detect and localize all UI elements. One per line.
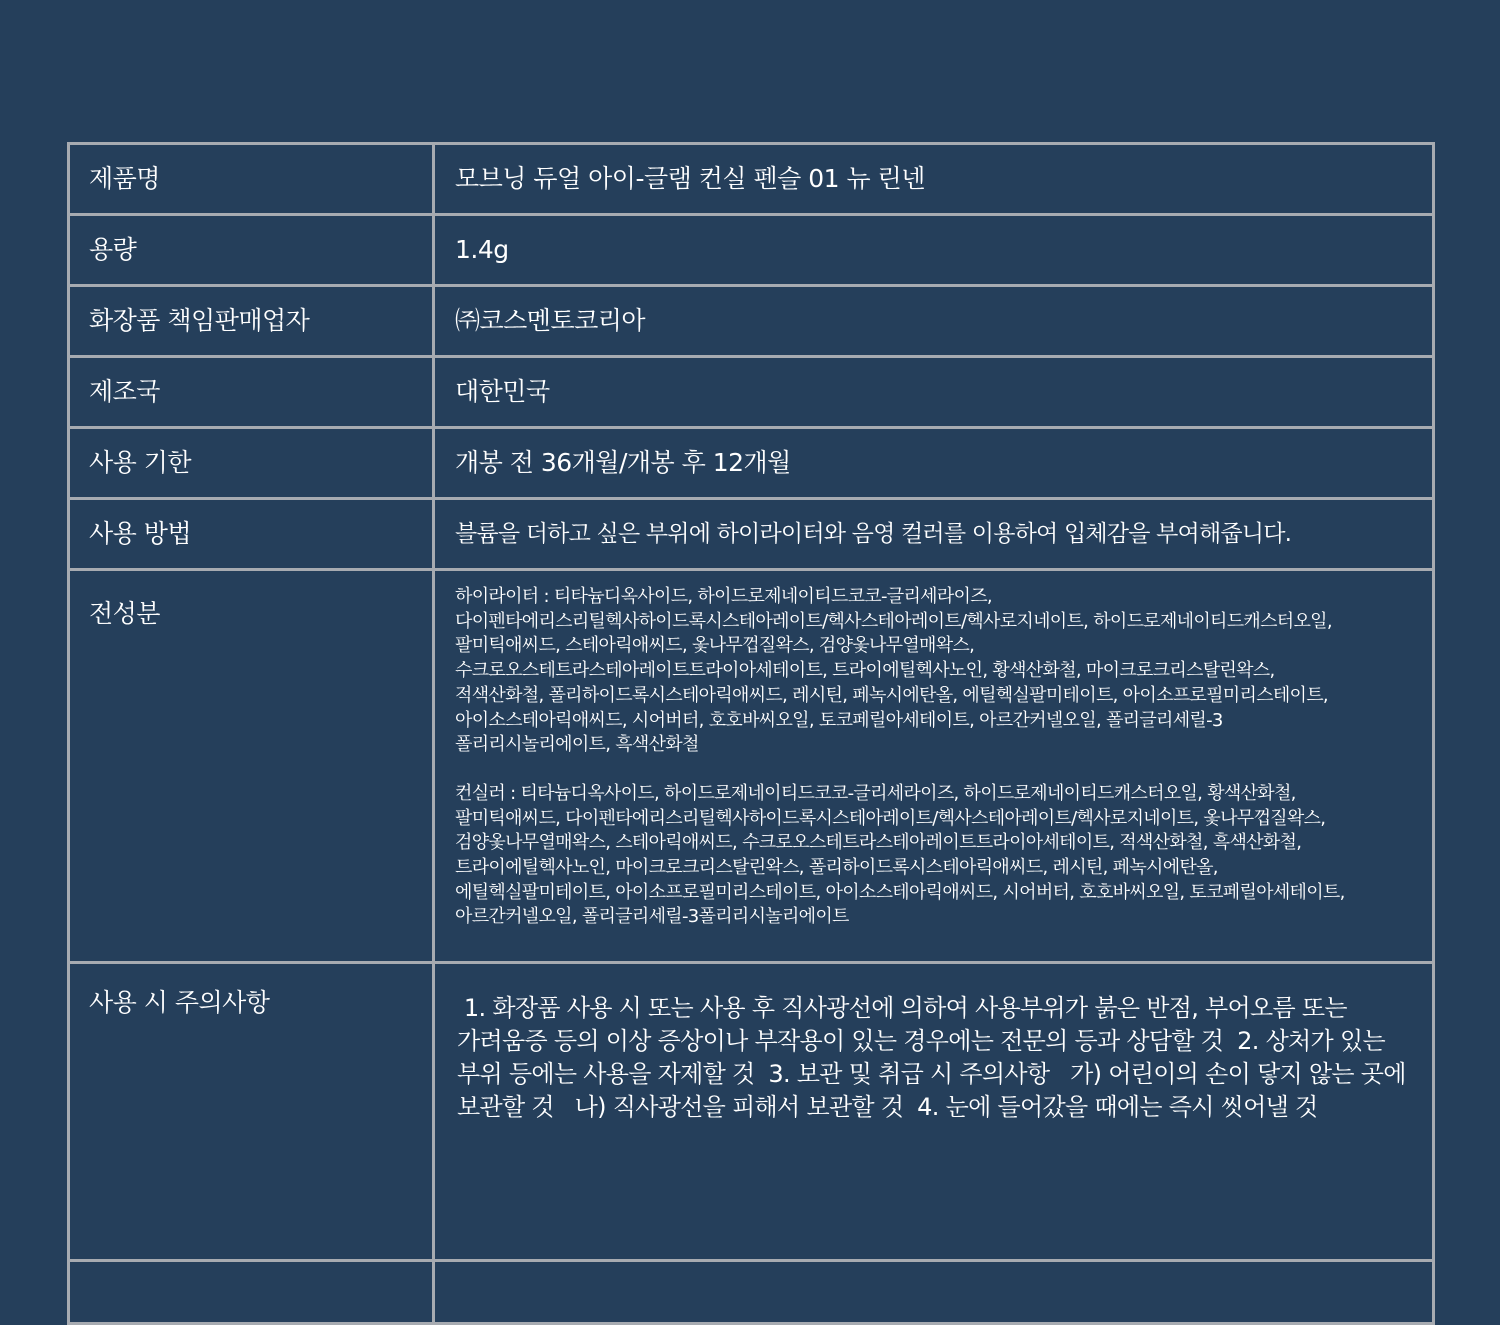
label-capacity: 용량 xyxy=(67,216,435,284)
row-country xyxy=(67,358,1435,429)
value-caution xyxy=(435,964,1435,1259)
row-product-name xyxy=(67,145,1435,216)
row-usage xyxy=(67,500,1435,571)
ingredient-line: 다이펜타에리스리틸헥사하이드록시스테아레이트/헥사스테아레이트/헥사로지네이트, 하이드로제네이티드캐스터오일, xyxy=(455,610,1332,632)
label-product-name: 제품명 xyxy=(67,145,435,213)
value-cut-off xyxy=(435,1262,1435,1322)
ingredient-line: 검양옻나무열매왁스, 스테아릭애씨드, 수크로오스테트라스테아레이트트라이아세테이트, 적색산화철, 흑색산화철, xyxy=(455,832,1302,854)
value-country: 대한민국 xyxy=(435,358,1435,426)
concealer-ingredients xyxy=(455,782,1414,930)
ingredient-line: 수크로오스테트라스테아레이트트라이아세테이트, 트라이에틸헥사노인, 황색산화철, 마이크로크리스탈린왁스, xyxy=(455,660,1275,682)
ingredient-line: 에틸헥실팔미테이트, 아이소프로필미리스테이트, 아이소스테아릭애씨드, 시어버터, 호호바씨오일, 토코페릴아세테이트, xyxy=(455,881,1345,903)
value-ingredients xyxy=(435,571,1435,961)
row-expiry xyxy=(67,429,1435,500)
ingredient-line: 팔미틱애씨드, 다이펜타에리스리틸헥사하이드록시스테아레이트/헥사스테아레이트/헥사로지네이트, 옻나무껍질왁스, xyxy=(455,807,1326,829)
label-expiry: 사용 기한 xyxy=(67,429,435,497)
label-ingredients: 전성분 xyxy=(67,571,435,961)
ingredient-line: 폴리리시놀리에이트, 흑색산화철 xyxy=(455,734,699,756)
row-capacity xyxy=(67,216,1435,287)
value-seller: ㈜코스멘토코리아 xyxy=(435,287,1435,355)
ingredient-line: 하이라이터 : 티타늄디옥사이드, 하이드로제네이티드코코-글리세라이즈, xyxy=(455,586,992,607)
value-expiry: 개봉 전 36개월/개봉 후 12개월 xyxy=(435,429,1435,497)
ingredient-line: 아르간커넬오일, 폴리글리세릴-3폴리리시놀리에이트 xyxy=(455,906,849,928)
row-ingredients xyxy=(67,571,1435,964)
label-cut-off xyxy=(67,1262,435,1322)
value-capacity: 1.4g xyxy=(435,216,1435,284)
ingredient-line: 트라이에틸헥사노인, 마이크로크리스탈린왁스, 폴리하이드록시스테아릭애씨드, 레시틴, 페녹시에탄올, xyxy=(455,857,1218,879)
ingredient-line: 컨실러 : 티타늄디옥사이드, 하이드로제네이티드코코-글리세라이즈, 하이드로제네이티드캐스터오일, 황색산화철, xyxy=(455,782,1296,804)
value-product-name: 모브닝 듀얼 아이-글램 컨실 펜슬 01 뉴 린넨 xyxy=(435,145,1435,213)
row-cut-off xyxy=(67,1262,1435,1325)
label-seller: 화장품 책임판매업자 xyxy=(67,287,435,355)
caution-line: 가려움증 등의 이상 증상이나 부작용이 있는 경우에는 전문의 등과 상담할 것 2. 상처가 있는 xyxy=(457,1027,1385,1055)
caution-line: 보관할 것 나) 직사광선을 피해서 보관할 것 4. 눈에 들어갔을 때에는 즉시 씻어낼 것 xyxy=(457,1093,1318,1121)
row-seller xyxy=(67,287,1435,358)
ingredient-line: 아이소스테아릭애씨드, 시어버터, 호호바씨오일, 토코페릴아세테이트, 아르간커넬오일, 폴리글리세릴-3 xyxy=(455,709,1223,731)
ingredient-line: 팔미틱애씨드, 스테아릭애씨드, 옻나무껍질왁스, 검양옻나무열매왁스, xyxy=(455,635,975,657)
caution-line: 1. 화장품 사용 시 또는 사용 후 직사광선에 의하여 사용부위가 붉은 반점, 부어오름 또는 xyxy=(457,994,1347,1022)
value-usage: 블륨을 더하고 싶은 부위에 하이라이터와 음영 컬러를 이용하여 입체감을 부여해줍니다. xyxy=(435,500,1435,568)
label-caution: 사용 시 주의사항 xyxy=(67,964,435,1259)
row-caution xyxy=(67,964,1435,1262)
product-info-table xyxy=(67,142,1435,1282)
highlighter-ingredients xyxy=(455,585,1414,758)
label-country: 제조국 xyxy=(67,358,435,426)
ingredient-line: 적색산화철, 폴리하이드록시스테아릭애씨드, 레시틴, 페녹시에탄올, 에틸헥실팔미테이트, 아이소프로필미리스테이트, xyxy=(455,684,1328,706)
label-usage: 사용 방법 xyxy=(67,500,435,568)
caution-line: 부위 등에는 사용을 자제할 것 3. 보관 및 취급 시 주의사항 가) 어린이의 손이 닿지 않는 곳에 xyxy=(457,1060,1406,1088)
